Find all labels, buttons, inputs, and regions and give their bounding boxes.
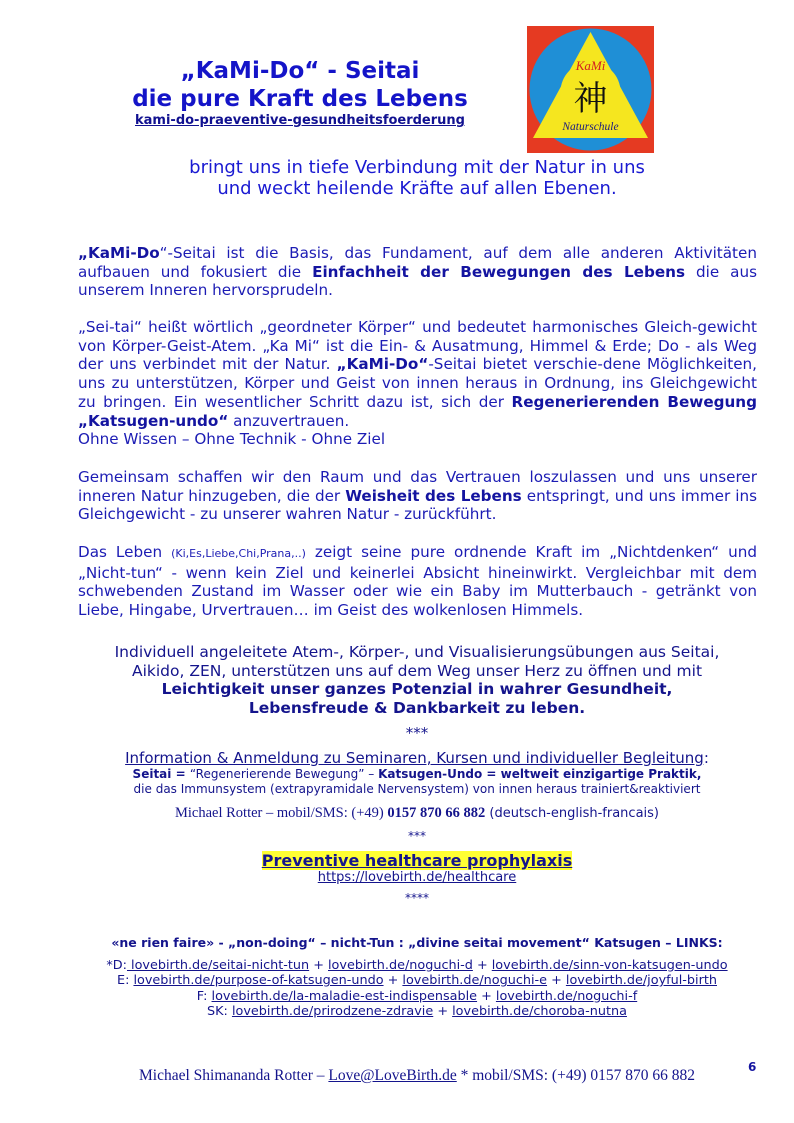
logo-top-text: KaMi	[575, 58, 606, 73]
separator-2: ***	[408, 829, 426, 843]
seitai-definition	[60, 767, 774, 782]
link-prirodzene-zdravie[interactable]: lovebirth.de/prirodzene-zdravie	[231, 1003, 434, 1019]
tagline	[117, 157, 717, 199]
plus: +	[309, 958, 328, 973]
plus: +	[383, 973, 403, 989]
p4-text-2: zeigt seine pure ordnende Kraft im „Nichtdenken“ und „Nicht-tun“ - wenn kein Ziel und keinerlei Absicht hineinwirkt. Vergleichbar mit dem schwebenden Zustand im Wasser oder wie ein Baby im Mutterbauch - getränkt von Liebe, Hingabe, Urvertrauen… im Geist des wolkenlosen Himmels.	[78, 543, 757, 620]
links-block	[60, 958, 774, 1019]
plus: +	[472, 958, 492, 973]
tagline-line-1: bringt uns in tiefe Verbindung mit der Natur in uns	[189, 157, 645, 178]
footer-contact: * mobil/SMS: (+49) 0157 870 66 882	[456, 1067, 695, 1084]
separator-3: ****	[405, 891, 429, 905]
p3-bold: Weisheit des Lebens	[345, 486, 522, 505]
preventive-heading	[60, 851, 774, 870]
link-seitai-nicht-tun[interactable]: lovebirth.de/seitai-nicht-tun	[126, 958, 310, 973]
en-prefix: E:	[116, 973, 134, 989]
life-paragraph	[78, 543, 757, 620]
p2-text-1: „Sei-tai“ heißt wörtlich „geordneter Körper“ und bedeutet harmonisches Gleich-gewicht von Körper-Geist-Atem. „Ka Mi“ ist die Ein- & Ausatmung, Himmel & Erde; Do - als Weg der uns verbindet mit der Natur.	[78, 318, 757, 374]
page-number: 6	[748, 1060, 757, 1074]
link-noguchi-f[interactable]: lovebirth.de/noguchi-f	[495, 988, 638, 1004]
link-noguchi-d[interactable]: lovebirth.de/noguchi-d	[328, 958, 473, 973]
p2-motto: Ohne Wissen – Ohne Technik - Ohne Ziel	[78, 430, 386, 449]
p2-text-3: anzuvertrauen.	[228, 411, 350, 430]
p1-bold: Einfachheit der Bewegungen des Lebens	[312, 262, 686, 281]
practice-line-2: Aikido, ZEN, unterstützen uns auf dem Weg unser Herz zu öffnen und mit	[131, 661, 703, 680]
info-link[interactable]: Information & Anmeldung zu Seminaren, Kursen und individueller Begleitung	[125, 749, 704, 767]
preventive-link[interactable]: Preventive healthcare prophylaxis	[261, 851, 573, 870]
link-la-maladie-est-indispensable[interactable]: lovebirth.de/la-maladie-est-indispensable	[211, 988, 478, 1004]
seitai-paragraph	[78, 318, 757, 449]
footer	[60, 1067, 774, 1085]
link-choroba-nutna[interactable]: lovebirth.de/choroba-nutna	[452, 1003, 627, 1019]
p1-text-1: “-Seitai ist die Basis, das Fundament, auf dem alle anderen Aktivitäten aufbauen und fokusiert die	[78, 244, 757, 281]
p4-text-1: Das Leben	[78, 543, 172, 561]
p3-text-1: Gemeinsam schaffen wir den Raum und das Vertrauen loszulassen und uns unserer inneren Natur hinzugeben, die der	[78, 468, 757, 505]
footer-name: Michael Shimananda Rotter –	[139, 1067, 329, 1084]
immune-line: die das Immunsystem (extrapyramidale Nervensystem) von innen heraus trainiert&reaktiviert	[133, 782, 701, 796]
p2-bold-1: „KaMi-Do“	[336, 355, 429, 374]
links-sk	[60, 1004, 774, 1019]
katsugen-bold: Katsugen-Undo = weltweit einzigartige Praktik,	[378, 767, 702, 781]
footer-email-link[interactable]: Love@LoveBirth.de	[328, 1067, 457, 1084]
links-heading: «ne rien faire» - „non-doing“ – nicht-Tun : „divine seitai movement“ Katsugen – LINKS:	[111, 935, 723, 950]
contact-number: 0157 870 66 882	[387, 805, 486, 821]
logo-graphic	[527, 26, 654, 153]
plus: +	[433, 1003, 453, 1019]
seitai-text: “Regenerierende Bewegung” –	[189, 767, 379, 781]
title-line-1: „KaMi-Do“ - Seitai	[180, 58, 420, 84]
together-paragraph	[78, 468, 757, 524]
info-colon: :	[703, 749, 709, 767]
contact-line	[60, 805, 774, 822]
page-title	[100, 57, 500, 113]
tagline-line-2: und weckt heilende Kräfte auf allen Ebenen.	[217, 178, 617, 199]
subtitle-link[interactable]: kami-do-praeventive-gesundheitsfoerderung	[135, 113, 465, 128]
sk-prefix: SK:	[207, 1003, 232, 1019]
info-line	[60, 749, 774, 767]
p1-text-2: die aus unserem Inneren hervorsprudeln.	[78, 262, 758, 300]
fr-prefix: F:	[196, 988, 212, 1004]
p2-bold-2: Regenerierenden Bewegung „Katsugen-undo“	[78, 392, 757, 430]
practice-line-1: Individuell angeleitete Atem-, Körper-, und Visualisierungsübungen aus Seitai,	[114, 643, 720, 661]
link-sinn-von-katsugen-undo[interactable]: lovebirth.de/sinn-von-katsugen-undo	[491, 958, 728, 973]
kami-naturschule-logo	[527, 26, 654, 153]
contact-name: Michael Rotter – mobil/SMS: (+49)	[174, 805, 388, 821]
p2-text-2: -Seitai bietet verschie-dene Möglichkeiten, uns zu unterstützen, Körper und Geist von innen heraus in Ordnung, ins Gleichgewicht zu bringen. Ein wesentlicher Schritt dazu ist, sich der	[78, 355, 758, 411]
kami-do-bold: „KaMi-Do	[78, 244, 160, 262]
seitai-bold: Seitai =	[132, 767, 190, 781]
plus: +	[477, 988, 496, 1004]
de-prefix: *D:	[106, 958, 127, 973]
intro-paragraph	[78, 244, 757, 300]
contact-languages: (deutsch-english-francais)	[485, 806, 659, 821]
p3-text-2: entspringt, und uns immer ins Gleichgewicht - zu unserer wahren Natur - zurückführt.	[78, 486, 758, 524]
healthcare-url-line	[60, 870, 774, 885]
links-de	[60, 958, 774, 973]
link-purpose-of-katsugen-undo[interactable]: lovebirth.de/purpose-of-katsugen-undo	[133, 973, 384, 989]
links-fr	[60, 989, 774, 1004]
link-joyful-birth[interactable]: lovebirth.de/joyful-birth	[565, 973, 717, 989]
link-noguchi-e[interactable]: lovebirth.de/noguchi-e	[402, 973, 548, 989]
plus: +	[547, 973, 566, 989]
separator-1: ***	[405, 724, 429, 742]
title-line-2: die pure Kraft des Lebens	[132, 86, 468, 112]
logo-bottom-text: Naturschule	[562, 121, 619, 133]
practice-bold-2: Lebensfreude & Dankbarkeit zu leben.	[248, 698, 586, 717]
logo-kanji: 神	[573, 79, 608, 119]
p4-small: (Ki,Es,Liebe,Chi,Prana,..)	[171, 547, 306, 560]
links-en	[60, 973, 774, 988]
practice-bold-1: Leichtigkeit unser ganzes Potenzial in wahrer Gesundheit,	[161, 680, 673, 698]
healthcare-url[interactable]: https://lovebirth.de/healthcare	[317, 870, 517, 885]
practice-block	[60, 643, 774, 717]
